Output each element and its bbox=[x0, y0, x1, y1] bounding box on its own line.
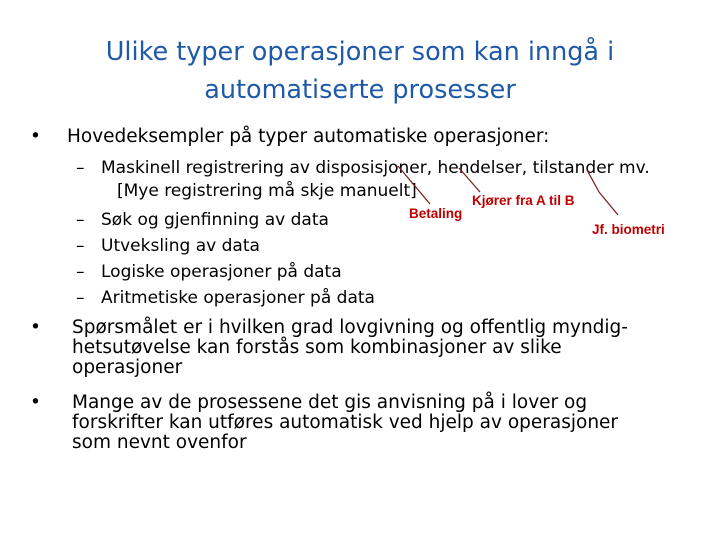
para1-line-1: Spørsmålet er i hvilken grad lovgivning og offentlig myndig- bbox=[72, 317, 628, 338]
arrow-biometri bbox=[599, 192, 618, 215]
title-line-2: automatiserte prosesser bbox=[204, 75, 516, 105]
para2-line-3: som nevnt ovenfor bbox=[72, 432, 247, 453]
dash-marker: – bbox=[76, 288, 85, 308]
title-line-1: Ulike typer operasjoner som kan inngå i bbox=[105, 37, 615, 67]
para1-line-2: hetsutøvelse kan forstås som kombinasjoner av slike bbox=[72, 337, 562, 358]
annotation-betaling: Betaling bbox=[409, 206, 463, 221]
arrow-betaling bbox=[398, 166, 430, 204]
sub-item-text: Aritmetiske operasjoner på data bbox=[101, 288, 375, 308]
dash-marker: – bbox=[76, 210, 85, 230]
arrow-kjorer-right bbox=[587, 170, 599, 192]
dash-marker: – bbox=[76, 236, 85, 256]
paragraph-text-2 bbox=[72, 393, 682, 453]
sub-item-text: Logiske operasjoner på data bbox=[101, 262, 342, 282]
sub-item-text: Søk og gjenfinning av data bbox=[101, 210, 329, 230]
main-bullet-text: Hovedeksempler på typer automatiske operasjoner: bbox=[67, 126, 550, 147]
sub-item-text: Utveksling av data bbox=[101, 236, 260, 256]
bullet-dot: • bbox=[30, 126, 41, 147]
sub-item-text: Maskinell registrering av disposisjoner, hendelser, tilstander mv. bbox=[101, 158, 650, 178]
para1-line-3: operasjoner bbox=[72, 357, 183, 378]
annotation-kjorer: Kjører fra A til B bbox=[472, 193, 575, 208]
annotation-biometri: Jf. biometri bbox=[592, 222, 665, 237]
dash-marker: – bbox=[76, 262, 85, 282]
para2-line-1: Mange av de prosessene det gis anvisning på i lover og bbox=[72, 392, 588, 413]
arrow-kjorer-left bbox=[459, 168, 480, 192]
paragraph-text-1 bbox=[72, 318, 682, 378]
para2-line-2: forskrifter kan utføres automatisk ved hjelp av operasjoner bbox=[72, 412, 619, 433]
dash-marker: – bbox=[76, 158, 85, 178]
bullet-dot: • bbox=[30, 392, 41, 413]
bullet-dot: • bbox=[30, 317, 41, 338]
sub-item-note: [Mye registrering må skje manuelt] bbox=[117, 181, 417, 201]
